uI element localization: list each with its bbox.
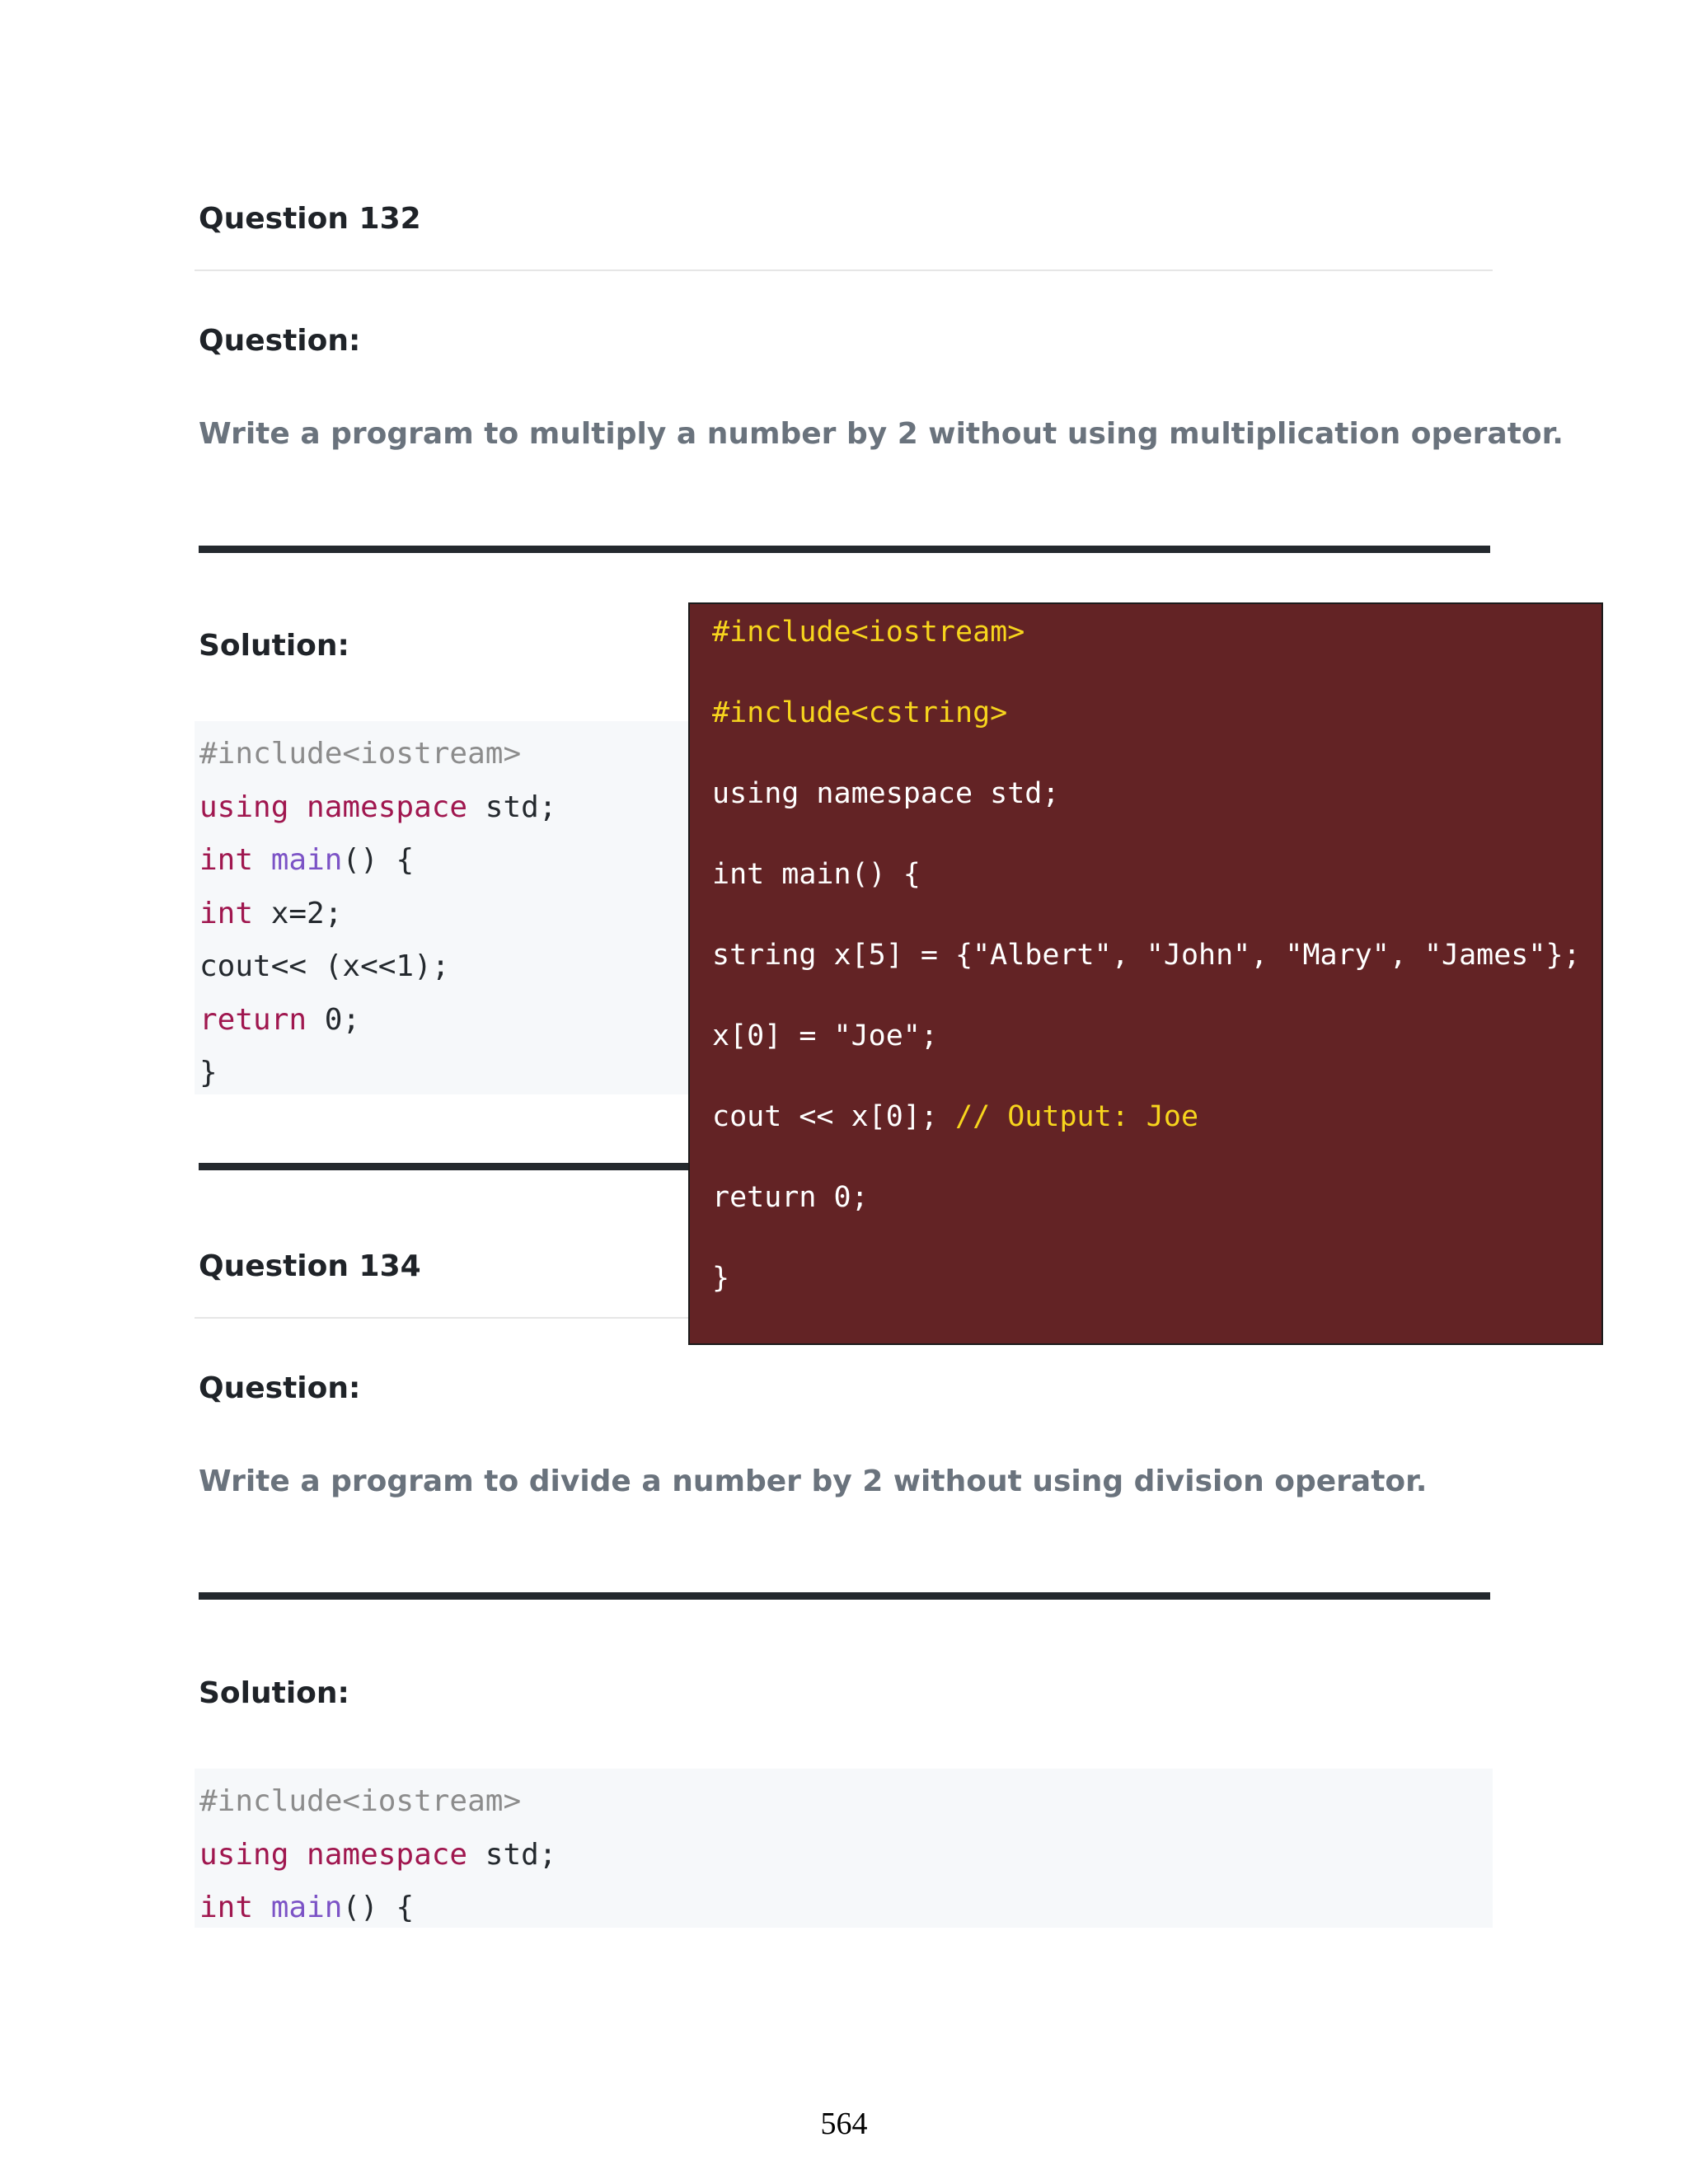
- code-block: [195, 1769, 1493, 1928]
- overlay-code-line: int main() {: [712, 858, 921, 891]
- overlay-code-comment: // Output: Joe: [955, 1100, 1199, 1133]
- code-line: #include<iostream>: [199, 1784, 522, 1818]
- code-line: return 0;: [199, 1003, 361, 1037]
- code-line: }: [199, 1056, 218, 1090]
- overlay-code-line: #include<cstring>: [712, 696, 1008, 729]
- question-label: Question:: [199, 324, 361, 358]
- title-divider: [195, 269, 1493, 271]
- overlay-code-line: using namespace std;: [712, 777, 1060, 810]
- overlay-code-line: x[0] = "Joe";: [712, 1019, 938, 1052]
- code-line: #include<iostream>: [199, 737, 522, 771]
- overlay-code-line: #include<iostream>: [712, 616, 1025, 649]
- solution-label: Solution:: [199, 1676, 349, 1710]
- code-line: int main() {: [199, 843, 415, 877]
- code-line: using namespace std;: [199, 790, 557, 824]
- code-line: using namespace std;: [199, 1838, 557, 1872]
- question-label: Question:: [199, 1371, 361, 1405]
- overlay-code-box: [688, 602, 1603, 1345]
- section-divider: [199, 546, 1490, 553]
- page-number: 564: [820, 2107, 868, 2141]
- code-line: int main() {: [199, 1891, 415, 1924]
- overlay-code-line: }: [712, 1262, 730, 1295]
- overlay-code-line: return 0;: [712, 1181, 869, 1214]
- code-line: int x=2;: [199, 897, 343, 930]
- code-line: cout<< (x<<1);: [199, 949, 450, 983]
- solution-label: Solution:: [199, 629, 349, 663]
- overlay-code-line: string x[5] = {"Albert", "John", "Mary", "James"};: [712, 939, 1581, 972]
- overlay-code-statement: cout << x[0];: [712, 1100, 956, 1133]
- question-134-title: Question 134: [199, 1249, 421, 1283]
- question-text: Write a program to multiply a number by 2 without using multiplication operator.: [199, 417, 1564, 451]
- overlay-code-line: [712, 1099, 1198, 1135]
- question-text: Write a program to divide a number by 2 without using division operator.: [199, 1465, 1428, 1498]
- section-divider: [199, 1592, 1490, 1600]
- question-132-title: Question 132: [199, 202, 421, 236]
